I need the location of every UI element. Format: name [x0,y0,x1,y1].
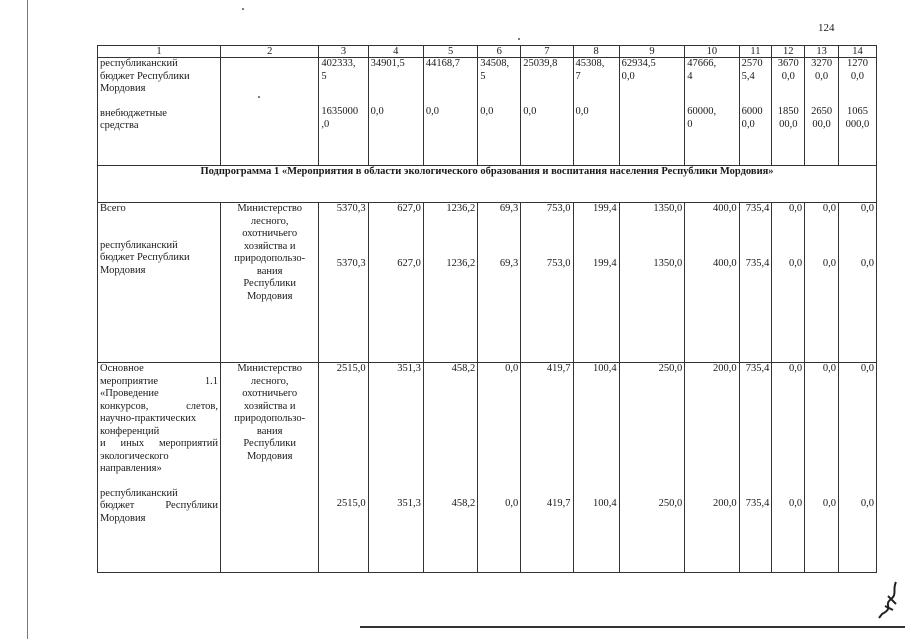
value-line: 34508, [480,58,510,69]
value-line: 3270 [811,58,833,69]
value-cell [478,363,521,573]
total-value: 1236,2 [446,203,476,214]
value-line: 1270 [846,58,868,69]
budget-value [774,58,802,106]
total-value: 0,0 [789,363,803,374]
value-line: 5 [480,70,486,82]
value-line: 60000, [687,106,717,117]
value-line: 1065 [846,106,868,117]
budget-value: 1236,2 [446,257,476,269]
budget-value: 5370,3 [336,257,366,269]
row-label-line: бюджет Республики [100,252,190,263]
budget-value: 200,0 [712,497,737,509]
value-line: 2650 [811,106,833,117]
table-row [98,203,877,363]
value-cell [423,203,477,363]
value-line: 25039,8 [523,58,558,69]
value-cell [478,203,521,363]
executor-line: Министерство [237,203,303,214]
budget-value [371,58,421,106]
value-line: 3670 [777,58,799,69]
column-number: 2 [221,46,319,58]
row-label-line: экологического [100,450,169,462]
executor-line: природопользо- [234,413,306,424]
total-value: 200,0 [712,363,737,374]
total-value: 5370,3 [336,203,366,214]
value-line: 62934,5 [621,58,656,69]
row-label-line: Мордовия [100,512,146,524]
value-line: 0,0 [741,118,755,130]
scan-speck [242,8,244,10]
budget-value: 735,4 [745,497,770,509]
scan-bottom-edge [360,626,905,628]
row-label-cell [98,363,221,573]
signature-mark [876,580,900,620]
budget-value: 419,7 [546,497,571,509]
value-line: 0,0 [781,70,795,82]
scan-speck [518,38,520,40]
row-label-line: республиканский [100,487,178,499]
subprogram-title: Подпрограмма 1 «Мероприятия в области экологического образования и воспитания населения Республики Мордовия» [98,166,877,203]
column-number-row [98,46,877,58]
executor-line: Мордовия [246,450,293,462]
executor-line: Республики [243,438,297,449]
budget-value: 400,0 [712,257,737,269]
budget-value [807,58,836,106]
executor-cell [221,58,319,166]
budget-value [576,58,617,106]
total-value: 250,0 [658,363,683,374]
value-line: 402333, [321,58,356,69]
budget-value [687,58,736,106]
value-cell [619,58,685,166]
value-line: 00,0 [779,118,798,130]
budget-value: 0,0 [822,497,836,509]
budget-value: 0,0 [860,497,874,509]
column-number: 1 [98,46,221,58]
total-value: 458,2 [451,363,476,374]
scan-left-edge [27,0,28,639]
row-label-cell [98,203,221,363]
budget-value: 735,4 [745,257,770,269]
budget-value: 458,2 [451,497,476,509]
subprogram-row [98,166,877,203]
value-cell [772,58,805,166]
row-label-line: и иных мероприятий [100,438,218,449]
row-label-line: конференций [100,425,160,437]
column-number: 5 [423,46,477,58]
total-value: 199,4 [593,203,617,214]
value-cell [685,58,739,166]
total-value: 0,0 [860,363,874,374]
column-number: 4 [368,46,423,58]
row-label-line: конкурсов, слетов, [100,400,218,412]
value-line: 00,0 [812,118,831,130]
row-label-line: республиканский [100,239,178,251]
value-line: 45308, [575,58,605,69]
total-value: 2515,0 [336,363,366,374]
budget-value: 0,0 [789,257,803,269]
value-cell [368,363,423,573]
column-number: 7 [521,46,573,58]
value-cell [805,363,839,573]
value-line: 47666, [687,58,717,69]
value-cell [521,58,573,166]
total-value: 0,0 [505,363,519,374]
value-line: 0,0 [425,106,440,117]
column-number: 9 [619,46,685,58]
value-line: 0,0 [575,106,589,117]
budget-value: 250,0 [658,497,683,509]
row-label-line: мероприятие 1.1 [100,375,218,387]
value-line: 0,0 [523,106,537,117]
row-label-line: бюджет Республики [100,70,190,82]
value-line: 0,0 [621,70,635,82]
table-row [98,58,877,166]
executor-line: Республики [243,278,297,289]
value-cell [838,58,876,166]
value-line: 34901,5 [370,58,405,69]
budget-value: 199,4 [593,257,617,269]
budget-value: 2515,0 [336,497,366,509]
total-value: 1350,0 [653,203,683,214]
executor-line: охотничьего [242,388,298,399]
total-value: 627,0 [397,203,421,214]
value-cell [573,58,619,166]
executor-line: охотничьего [242,228,298,239]
value-line: 4 [687,70,693,82]
value-line: 7 [575,70,581,82]
budget-value: 753,0 [546,257,571,269]
row-label-line: «Проведение [100,388,159,399]
budget-value [523,58,570,106]
row-label-line: Мордовия [100,264,146,276]
value-line: 1850 [777,106,799,117]
value-line: 0,0 [815,70,829,82]
column-number: 3 [319,46,368,58]
page-number: 124 [818,22,835,34]
column-number: 10 [685,46,739,58]
value-line: 2570 [741,58,763,69]
value-cell [838,203,876,363]
budget-value: 100,4 [593,497,617,509]
budget-value: 69,3 [499,257,519,269]
total-value: 735,4 [745,203,770,214]
total-value: 69,3 [499,203,519,214]
value-cell [319,58,368,166]
value-cell [772,363,805,573]
value-cell [521,363,573,573]
executor-line: лесного, [250,215,289,227]
value-cell [739,203,772,363]
value-cell [319,203,368,363]
budget-value [321,58,365,106]
value-cell [685,203,739,363]
total-value: 0,0 [860,203,874,214]
executor-line: хозяйства и [243,240,296,252]
total-value: 0,0 [789,203,803,214]
column-number: 13 [805,46,839,58]
budget-value: 627,0 [397,257,421,269]
value-cell [739,58,772,166]
executor-line: хозяйства и [243,400,296,412]
total-value: 100,4 [593,363,617,374]
executor-cell [221,203,319,363]
value-line: 000,0 [845,118,870,130]
row-label-line: направления» [100,463,162,474]
value-line: 5 [321,70,327,82]
executor-line: природопользо- [234,253,306,264]
budget-value: 0,0 [505,497,519,509]
value-cell [838,363,876,573]
row-label-line: республиканский [100,58,178,69]
column-number: 11 [739,46,772,58]
executor-line: вания [256,425,283,437]
value-cell [805,203,839,363]
executor-line: вания [256,265,283,277]
budget-table [97,45,877,573]
value-cell [685,363,739,573]
value-line: 1635000 [321,106,359,117]
table-row [98,363,877,573]
budget-value: 0,0 [822,257,836,269]
row-label-line: внебюджетные [100,107,167,119]
budget-value [742,58,770,106]
row-label-line: научно-практических [100,413,197,424]
row-label-line: Всего [100,203,126,214]
executor-cell [221,363,319,573]
row-label-line: Мордовия [100,83,146,94]
budget-value [841,58,874,106]
budget-value [480,58,518,106]
row-label-line: бюджет Республики [100,500,218,511]
value-line: 0 [687,118,693,130]
total-value: 753,0 [546,203,571,214]
executor-line: лесного, [250,375,289,387]
value-cell [739,363,772,573]
value-cell [521,203,573,363]
total-value: 0,0 [822,203,836,214]
total-value: 0,0 [822,363,836,374]
total-value: 400,0 [712,203,737,214]
column-number: 8 [573,46,619,58]
value-line: 44168,7 [425,58,461,69]
total-value: 735,4 [745,363,770,374]
value-line: 5,4 [741,70,755,82]
value-cell [423,363,477,573]
total-value: 419,7 [546,363,571,374]
value-cell [478,58,521,166]
value-line: 0,0 [850,70,865,82]
column-number: 12 [772,46,805,58]
value-cell [805,58,839,166]
budget-value: 1350,0 [653,257,683,269]
budget-value [622,58,683,106]
value-line: 0,0 [370,106,384,117]
row-label-cell [98,58,221,166]
budget-value [426,58,475,106]
value-cell [319,363,368,573]
executor-line: Мордовия [246,290,293,302]
value-cell [368,58,423,166]
budget-value: 351,3 [397,497,421,509]
executor-line: Министерство [237,363,303,374]
value-cell [573,203,619,363]
value-cell [772,203,805,363]
value-cell [619,203,685,363]
row-label-line: Основное [100,363,144,374]
value-cell [368,203,423,363]
value-cell [573,363,619,573]
value-cell [423,58,477,166]
value-cell [619,363,685,573]
column-number: 14 [838,46,876,58]
value-line: 6000 [741,106,763,117]
row-label-line: средства [100,120,139,131]
total-value: 351,3 [397,363,421,374]
column-number: 6 [478,46,521,58]
value-line: ,0 [321,118,330,130]
budget-value: 0,0 [860,257,874,269]
value-line: 0,0 [480,106,494,117]
budget-value: 0,0 [789,497,803,509]
